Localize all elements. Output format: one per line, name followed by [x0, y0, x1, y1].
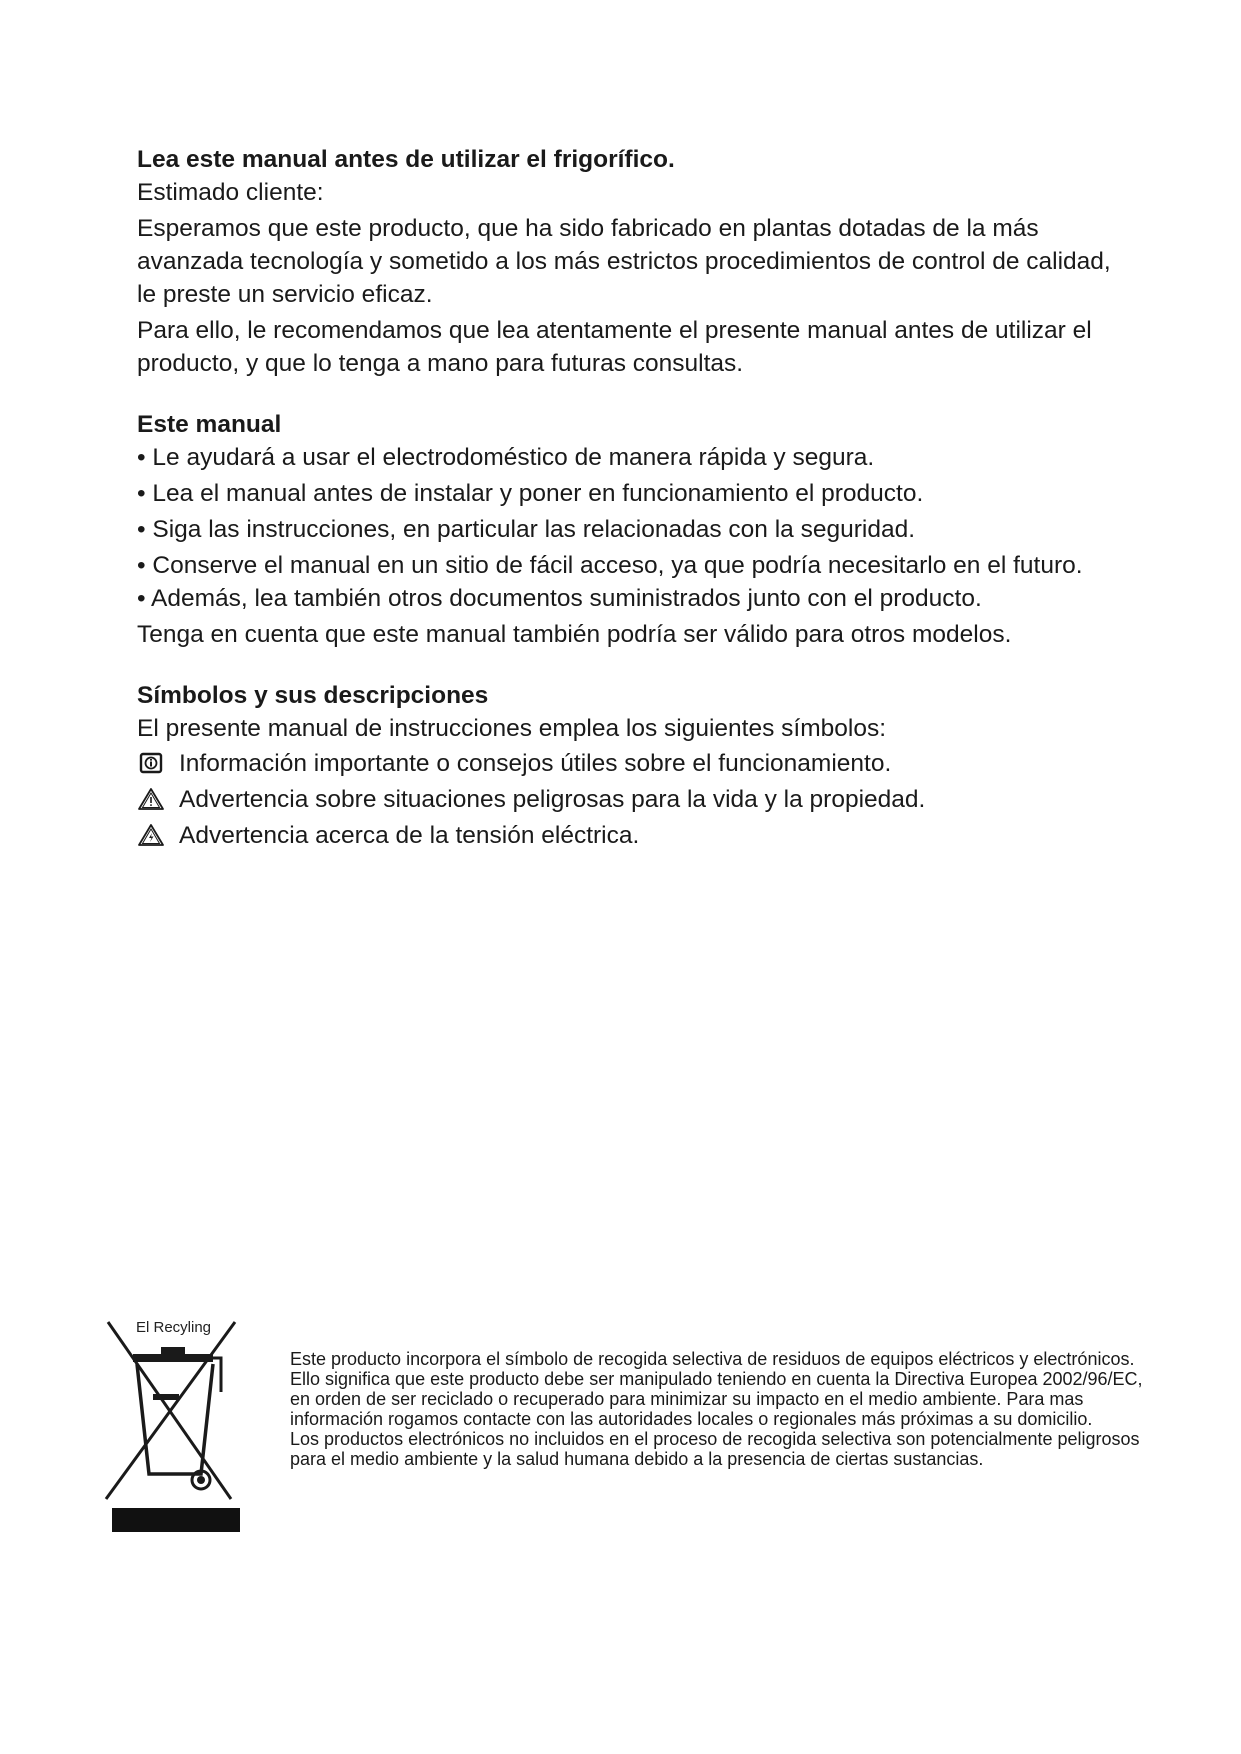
recycle-logo-label: El Recyling [136, 1319, 212, 1336]
manual-title: Este manual [137, 411, 282, 438]
symbol-text: Información importante o consejos útiles sobre el funcionamiento. [179, 749, 892, 777]
recycling-paragraph-3: Los productos electrónicos no incluidos en el proceso de recogida selectiva son potencialmente peligrosos para el medio ambiente y la salud humana debido a la presencia de ciertas sustancias. [290, 1429, 1140, 1469]
symbol-item-info [137, 745, 1117, 781]
intro-paragraph-1: Esperamos que este producto, que ha sido fabricado en plantas dotadas de la más avanzada tecnología y sometido a los más estrictos procedimientos de control de calidad, le preste un servicio eficaz. [137, 215, 1111, 308]
symbol-item-electric-warning [137, 817, 1117, 853]
symbols-intro: El presente manual de instrucciones emplea los siguientes símbolos: [137, 715, 887, 742]
symbol-text: Advertencia acerca de la tensión eléctrica. [179, 821, 640, 849]
warning-icon [136, 822, 166, 848]
info-icon [136, 750, 166, 776]
manual-bullet: • Lea el manual antes de instalar y poner en funcionamiento el producto. [137, 480, 924, 507]
manual-bullet: • Siga las instrucciones, en particular las relacionadas con la seguridad. [137, 516, 916, 543]
recycling-paragraph-2: Ello significa que este producto debe ser manipulado teniendo en cuenta la Directiva Europea 2002/96/EC, en orden de ser reciclado o recuperado para minimizar su impacto en el medio ambiente. Para mas información rogamos contacte con las autoridades locales o regionales más próximas a su domicilio. [290, 1369, 1143, 1429]
manual-bullet: • Además, lea también otros documentos suministrados junto con el producto. [137, 585, 982, 612]
intro-greeting: Estimado cliente: [137, 179, 324, 206]
manual-note: Tenga en cuenta que este manual también podría ser válido para otros modelos. [137, 621, 1012, 648]
warning-icon [136, 786, 166, 812]
crossed-bin-icon [103, 1314, 248, 1534]
symbols-title: Símbolos y sus descripciones [137, 682, 489, 709]
recycling-paragraph-1: Este producto incorpora el símbolo de recogida selectiva de residuos de equipos eléctricos y electrónicos. [290, 1349, 1135, 1369]
recycling-notice [290, 1349, 1150, 1469]
symbol-item-warning [137, 781, 1117, 817]
manual-bullet: • Conserve el manual en un sitio de fácil acceso, ya que podría necesitarlo en el futuro. [137, 552, 1083, 579]
intro-paragraph-2: Para ello, le recomendamos que lea atentamente el presente manual antes de utilizar el producto, y que lo tenga a mano para futuras consultas. [137, 317, 1092, 377]
weee-recycling-logo [103, 1314, 248, 1534]
symbol-text: Advertencia sobre situaciones peligrosas para la vida y la propiedad. [179, 785, 926, 813]
manual-content [137, 143, 1117, 853]
manual-bullet: • Le ayudará a usar el electrodoméstico de manera rápida y segura. [137, 444, 875, 471]
intro-title: Lea este manual antes de utilizar el frigorífico. [137, 146, 675, 173]
